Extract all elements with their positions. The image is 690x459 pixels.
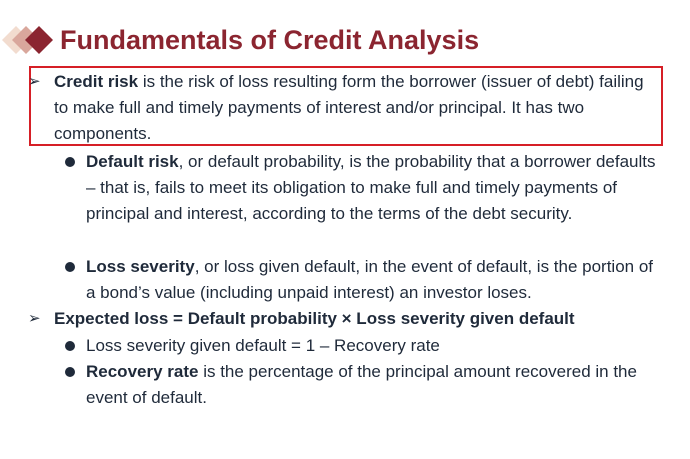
term-loss-severity: Loss severity xyxy=(86,257,195,276)
bullet-credit-risk xyxy=(54,69,654,147)
bullet-recovery-rate xyxy=(86,359,661,411)
arrowhead-icon: ➢ xyxy=(28,73,41,90)
formula-expected-loss: Expected loss = Default probability × Loss severity given default xyxy=(54,309,575,328)
definition-default-risk: , or default probability, is the probability that a borrower defaults – that is, fails to meet its obligation to make full and timely payments of principal and interest, according to the terms of the debt security. xyxy=(86,152,656,223)
filled-circle-icon xyxy=(65,262,75,272)
term-recovery-rate: Recovery rate xyxy=(86,362,199,381)
bullet-loss-severity xyxy=(86,254,661,306)
formula-loss-severity: Loss severity given default = 1 – Recovery rate xyxy=(86,336,440,355)
term-default-risk: Default risk xyxy=(86,152,179,171)
definition-recovery-rate: is the percentage of the principal amount recovered in the event of default. xyxy=(86,362,637,407)
definition-credit-risk: is the risk of loss resulting form the borrower (issuer of debt) failing to make full and timely payments of interest and/or principal. It has two components. xyxy=(54,72,644,143)
definition-loss-severity: , or loss given default, in the event of default, is the portion of a bond’s value (including unpaid interest) an investor loses. xyxy=(86,257,654,302)
bullet-expected-loss xyxy=(54,306,654,332)
bullet-loss-severity-formula xyxy=(86,333,661,359)
filled-circle-icon xyxy=(65,341,75,351)
page-title: Fundamentals of Credit Analysis xyxy=(60,25,480,55)
filled-circle-icon xyxy=(65,367,75,377)
diamond-logo-icon xyxy=(2,22,58,58)
filled-circle-icon xyxy=(65,157,75,167)
bullet-default-risk xyxy=(86,149,661,227)
arrowhead-icon: ➢ xyxy=(28,310,41,327)
term-credit-risk: Credit risk xyxy=(54,72,139,91)
